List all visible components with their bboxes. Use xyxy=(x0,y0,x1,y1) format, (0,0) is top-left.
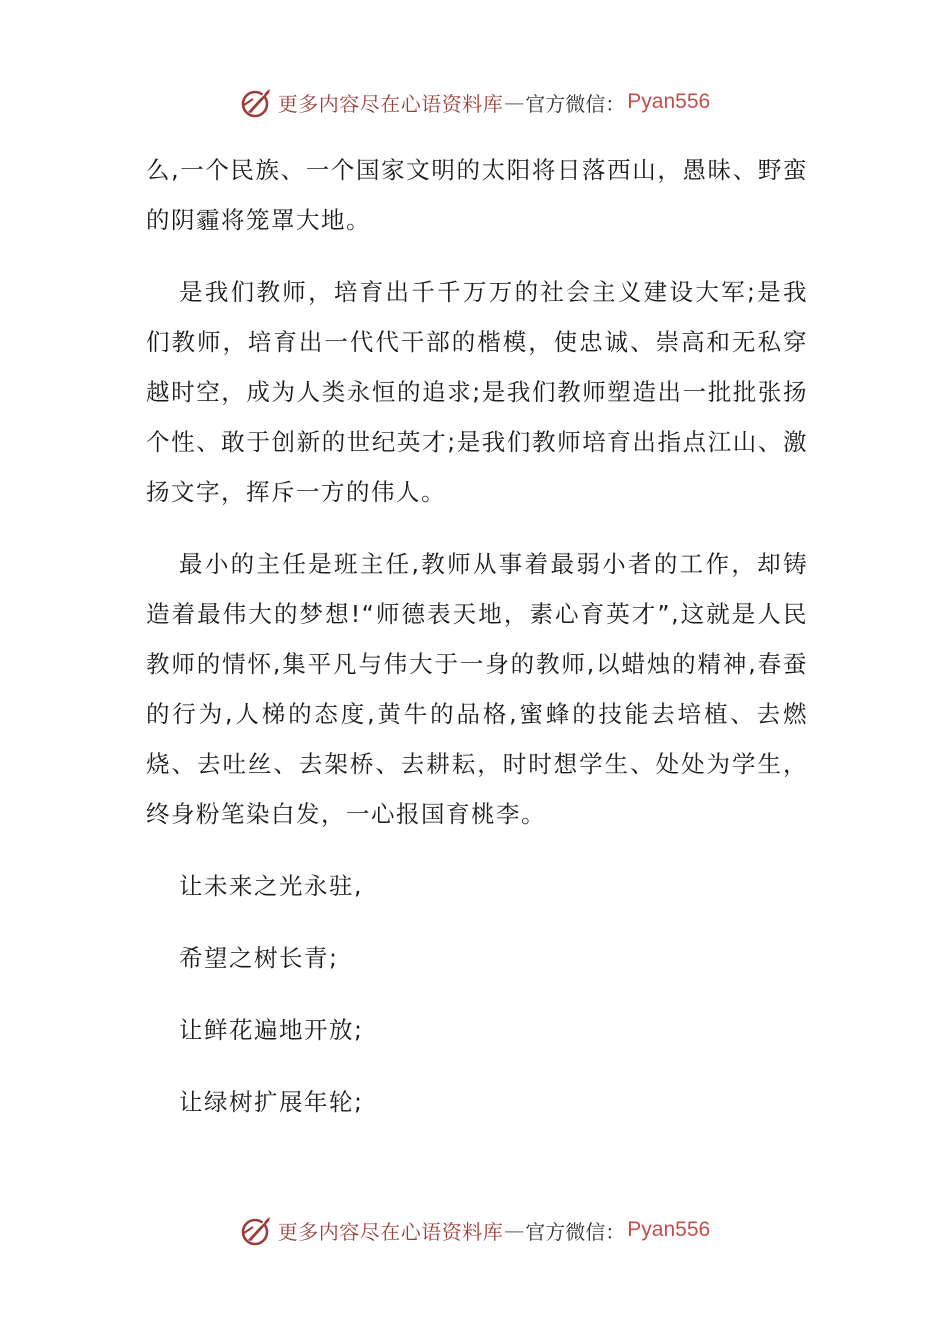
document-body xyxy=(146,145,808,1127)
poem-line-2: 希望之树长青; xyxy=(179,944,339,972)
banner-contact-label: 官方微信： xyxy=(525,1219,626,1244)
paragraph-1: 么,一个民族、一个国家文明的太阳将日落西山，愚昧、野蛮的阴霾将笼罩大地。 xyxy=(146,156,808,234)
footer-banner xyxy=(0,1210,950,1250)
banner-title: 更多内容尽在心语资料库 xyxy=(277,91,504,116)
paragraph-2: 是我们教师，培育出千千万万的社会主义建设大军;是我们教师，培育出一代代干部的楷模，使忠诚、崇高和无私穿越时空，成为人类永恒的追求;是我们教师塑造出一批批张扬个性、敢于创新的世纪英才;是我们教师培育出指点江山、激扬文字，挥斥一方的伟人。 xyxy=(146,278,808,506)
poem-line-1: 让未来之光永驻, xyxy=(179,872,363,900)
header-banner xyxy=(0,82,950,122)
banner-contact-label: 官方微信： xyxy=(525,91,626,116)
banner-wechat-handle: Pyan556 xyxy=(627,1218,711,1241)
banner-dash: — xyxy=(504,90,525,114)
poem-line-3: 让鲜花遍地开放; xyxy=(179,1016,364,1044)
banner-title: 更多内容尽在心语资料库 xyxy=(277,1219,504,1244)
poem-line-4: 让绿树扩展年轮; xyxy=(179,1088,364,1116)
quill-pen-logo-icon xyxy=(240,1213,274,1247)
paragraph-3: 最小的主任是班主任,教师从事着最弱小者的工作，却铸造着最伟大的梦想!“师德表天地，素心育英才”,这就是人民教师的情怀,集平凡与伟大于一身的教师,以蜡烛的精神,春蚕的行为,人梯的态度,黄牛的品格,蜜蜂的技能去培植、去燃烧、去吐丝、去架桥、去耕耘，时时想学生、处处为学生，终身粉笔染白发，一心报国育桃李。 xyxy=(146,550,808,828)
banner-dash: — xyxy=(504,1218,525,1242)
quill-pen-logo-icon xyxy=(240,85,274,119)
banner-wechat-handle: Pyan556 xyxy=(627,90,711,113)
